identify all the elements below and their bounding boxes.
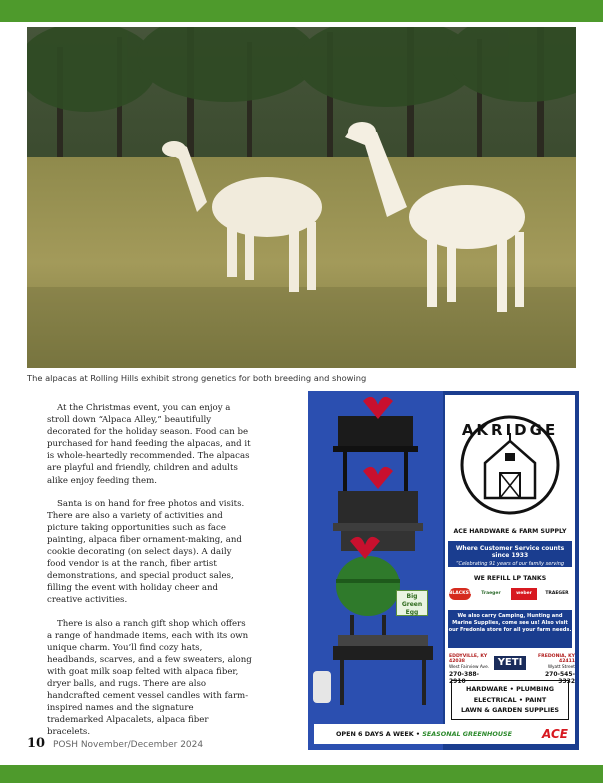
akridge-advertisement[interactable]	[308, 391, 579, 750]
services-line: ELECTRICAL • PAINT	[473, 695, 547, 704]
page-number: 10	[27, 736, 46, 751]
open-days-text: OPEN 6 DAYS A WEEK •	[335, 730, 421, 738]
publication-name: POSH November/December 2024	[52, 740, 204, 750]
greenhouse-text: SEASONAL GREENHOUSE	[422, 730, 512, 738]
customer-service-text: Where Customer Service counts since 1933	[455, 545, 565, 559]
traeger-logo: TRAEGER	[545, 591, 569, 596]
alpacas-photo	[27, 27, 576, 368]
services-line: HARDWARE • PLUMBING	[466, 685, 554, 693]
fredonia-address: Wyatt Street	[547, 665, 575, 670]
services-box	[451, 680, 569, 720]
hours-strip	[314, 724, 575, 744]
article-paragraph: At the Christmas event, you can enjoy a stroll down “Alpaca Alley,” beautifully decorated for the holiday season. Food can be purchased for hand feeding the alpacas, and it is whole-heartedly recommended. The alpacas are playful and friendly, children and adults alike enjoy feeding them.	[47, 403, 251, 486]
eddyville-address: West Fairview Ave.	[449, 665, 490, 670]
eddyville-town: EDDYVILLE, KY 42038	[449, 654, 488, 664]
traeger-green-logo: Traeger	[481, 591, 501, 596]
article-paragraph: There is also a ranch gift shop which offers a range of handmade items, each with its own unique charm. You’ll find cozy hats, headbands, scarves, and a few sweaters, along with goat milk soap felted with alpaca fiber, dryer balls, and rugs. There are also handcrafted cement vessel candles with farm-inspired names and the signature trademarked Alpacalets, alpaca fiber bracelets.	[47, 618, 252, 738]
photo-caption: The alpacas at Rolling Hills exhibit strong genetics for both breeding and showing	[27, 373, 367, 383]
eddyville-phone[interactable]: 270-388-2910	[449, 671, 480, 685]
top-color-band	[0, 0, 603, 22]
article-body	[47, 402, 252, 749]
page-footer	[27, 736, 203, 751]
hours-text	[314, 724, 534, 744]
grills-panel	[308, 391, 443, 750]
weber-logo: weber	[511, 588, 537, 600]
lp-tanks-text: WE REFILL LP TANKS	[473, 575, 547, 582]
fredonia-phone[interactable]: 270-545-3332	[544, 671, 575, 685]
big-green-egg-logo: Big Green Egg	[396, 590, 428, 616]
bottom-color-band	[0, 765, 603, 783]
akridge-info-panel	[445, 395, 575, 725]
customer-service-banner	[448, 541, 572, 573]
blackstone-logo: BLACKSTONE	[449, 588, 471, 600]
ace-logo: ACE	[542, 727, 568, 741]
article-paragraph: Santa is on hand for free photos and visits. There are also a variety of activities and picture taking opportunities such as face painting, alpaca fiber ornament-making, and cookie decorating (on select days). A daily food vendor is at the ranch, fiber artist demonstrations, and special product sales, filling the event with holiday cheer and creative activities.	[47, 498, 245, 606]
camping-text: We also carry Camping, Hunting and Marine Supplies, come see us! Also visit our Fredonia store for all your farm needs.	[448, 610, 572, 648]
yeti-logo: YETI	[494, 656, 526, 670]
brand-logos	[449, 588, 571, 602]
fredonia-town: FREDONIA, KY 42411	[538, 654, 575, 664]
tagline-text: “Celebrating 91 years of our family serving yours”	[455, 561, 565, 573]
services-line: LAWN & GARDEN SUPPLIES	[460, 706, 560, 714]
akridge-title: AKRIDGE	[461, 421, 559, 439]
akridge-subtitle: ACE HARDWARE & FARM SUPPLY	[453, 528, 567, 535]
